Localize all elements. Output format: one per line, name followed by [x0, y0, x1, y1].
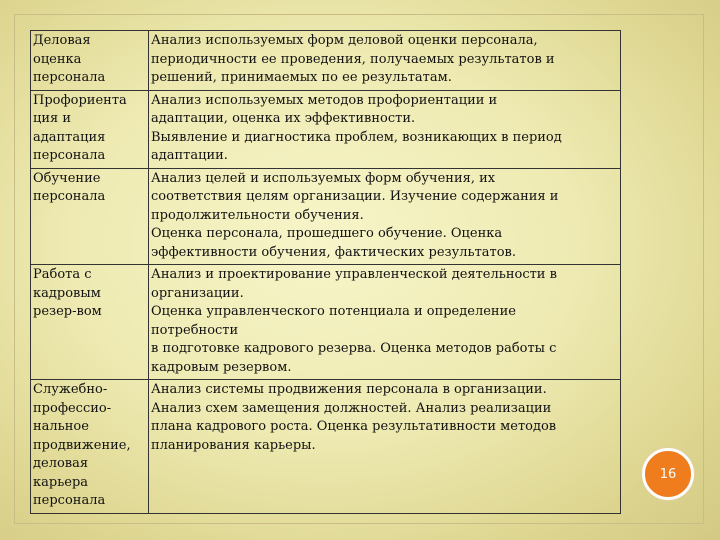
- table-row: [31, 31, 621, 91]
- area-cell: Работа с кадровым резер-вом: [31, 265, 149, 380]
- area-cell: Обучение персонала: [31, 168, 149, 265]
- content-table: [30, 30, 621, 514]
- description-cell: Анализ системы продвижения персонала в организации. Анализ схем замещения должностей. Анализ реализации плана кадрового роста. Оценка результативности методов планирования карьеры.: [149, 380, 621, 514]
- description-cell: Анализ используемых форм деловой оценки персонала, периодичности ее проведения, получаемых результатов и решений, принимаемых по ее результатам.: [149, 31, 621, 91]
- area-cell: Профориента ция и адаптация персонала: [31, 90, 149, 168]
- table-row: [31, 90, 621, 168]
- description-cell: Анализ целей и используемых форм обучения, их соответствия целям организации. Изучение содержания и продолжительности обучения. Оценка персонала, прошедшего обучение. Оценка эффективности обучения, фактических результатов.: [149, 168, 621, 265]
- area-cell: Деловая оценка персонала: [31, 31, 149, 91]
- page-number-badge: 16: [642, 448, 694, 500]
- table-row: [31, 380, 621, 514]
- table-row: [31, 168, 621, 265]
- description-cell: Анализ и проектирование управленческой деятельности в организации. Оценка управленческого потенциала и определение потребности в подготовке кадрового резерва. Оценка методов работы с кадровым резервом.: [149, 265, 621, 380]
- table-row: [31, 265, 621, 380]
- area-cell: Служебно- профессио- нальное продвижение, деловая карьера персонала: [31, 380, 149, 514]
- description-cell: Анализ используемых методов профориентации и адаптации, оценка их эффективности. Выявление и диагностика проблем, возникающих в период адаптации.: [149, 90, 621, 168]
